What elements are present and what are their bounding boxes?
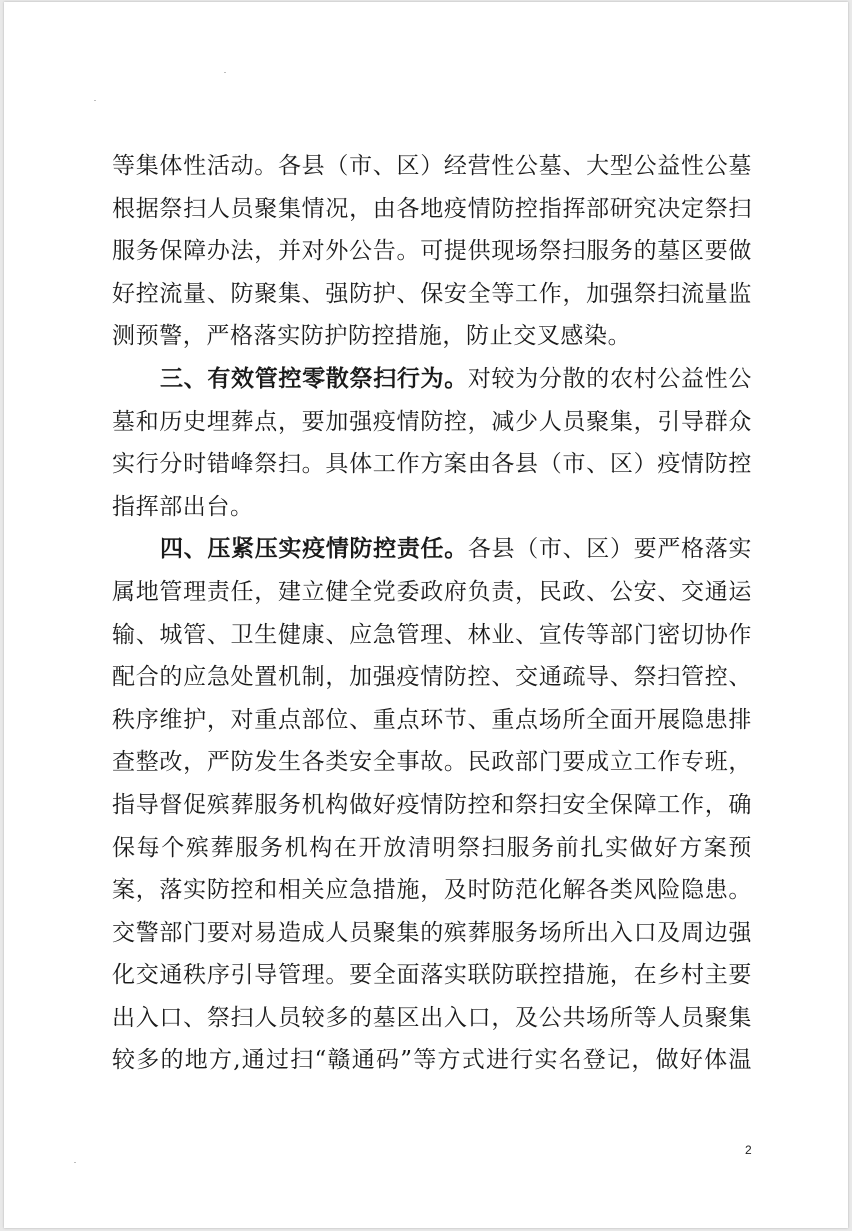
section-heading-4: 四、压紧压实疫情防控责任。: [160, 536, 468, 563]
text-line: 属地管理责任，建立健全党委政府负责，民政、公安、交通运: [112, 578, 752, 605]
text-line: 配合的应急处置机制，加强疫情防控、交通疏导、祭扫管控、: [112, 664, 752, 691]
text-line: 指挥部出台。: [112, 493, 254, 520]
document-page: [4, 2, 848, 1228]
text-line: [112, 358, 752, 401]
section-heading-3: 三、有效管控零散祭扫行为。: [160, 365, 468, 392]
text-line: 等集体性活动。各县（市、区）经营性公墓、大型公益性公墓: [112, 153, 752, 179]
text-line: 实行分时错峰祭扫。具体工作方案由各县（市、区）疫情防控: [112, 451, 752, 478]
scan-speck: [224, 72, 226, 73]
paragraph-continuation: [112, 145, 752, 358]
document-body: [112, 145, 752, 1082]
text-line: 好控流量、防聚集、强防护、保安全等工作，加强祭扫流量监: [112, 280, 752, 307]
text-fragment: 对较为分散的农村公益性公: [467, 365, 752, 392]
text-line: 秩序维护，对重点部位、重点环节、重点场所全面开展隐患排: [112, 706, 752, 733]
text-line: 较多的地方,通过扫“赣通码”等方式进行实名登记，做好体温: [112, 1047, 752, 1074]
text-line: 测预警，严格落实防护防控措施，防止交叉感染。: [112, 323, 632, 350]
text-line: 出入口、祭扫人员较多的墓区出入口，及公共场所等人员聚集: [112, 1004, 752, 1031]
text-line: 案，落实防控和相关应急措施，及时防范化解各类风险隐患。: [112, 877, 752, 904]
text-line: 查整改，严防发生各类安全事故。民政部门要成立工作专班，: [112, 749, 752, 776]
text-line: 墓和历史埋葬点，要加强疫情防控，减少人员聚集，引导群众: [112, 408, 752, 435]
text-line: 根据祭扫人员聚集情况，由各地疫情防控指挥部研究决定祭扫: [112, 195, 752, 222]
text-fragment: 各县（市、区）要严格落实: [467, 536, 752, 563]
text-line: 指导督促殡葬服务机构做好疫情防控和祭扫安全保障工作，确: [112, 791, 752, 818]
text-line: 交警部门要对易造成人员聚集的殡葬服务场所出入口及周边强: [112, 919, 752, 946]
scan-speck: [94, 100, 96, 101]
paragraph-section-4: [112, 528, 752, 1082]
paragraph-section-3: [112, 358, 752, 528]
scan-speck: [74, 1162, 76, 1163]
text-line: [112, 528, 752, 571]
text-line: 化交通秩序引导管理。要全面落实联防联控措施，在乡村主要: [112, 962, 752, 989]
text-line: 输、城管、卫生健康、应急管理、林业、宣传等部门密切协作: [112, 621, 752, 648]
text-line: 服务保障办法，并对外公告。可提供现场祭扫服务的墓区要做: [112, 238, 752, 265]
page-number: 2: [745, 1143, 752, 1157]
text-line: 保每个殡葬服务机构在开放清明祭扫服务前扎实做好方案预: [112, 834, 752, 861]
